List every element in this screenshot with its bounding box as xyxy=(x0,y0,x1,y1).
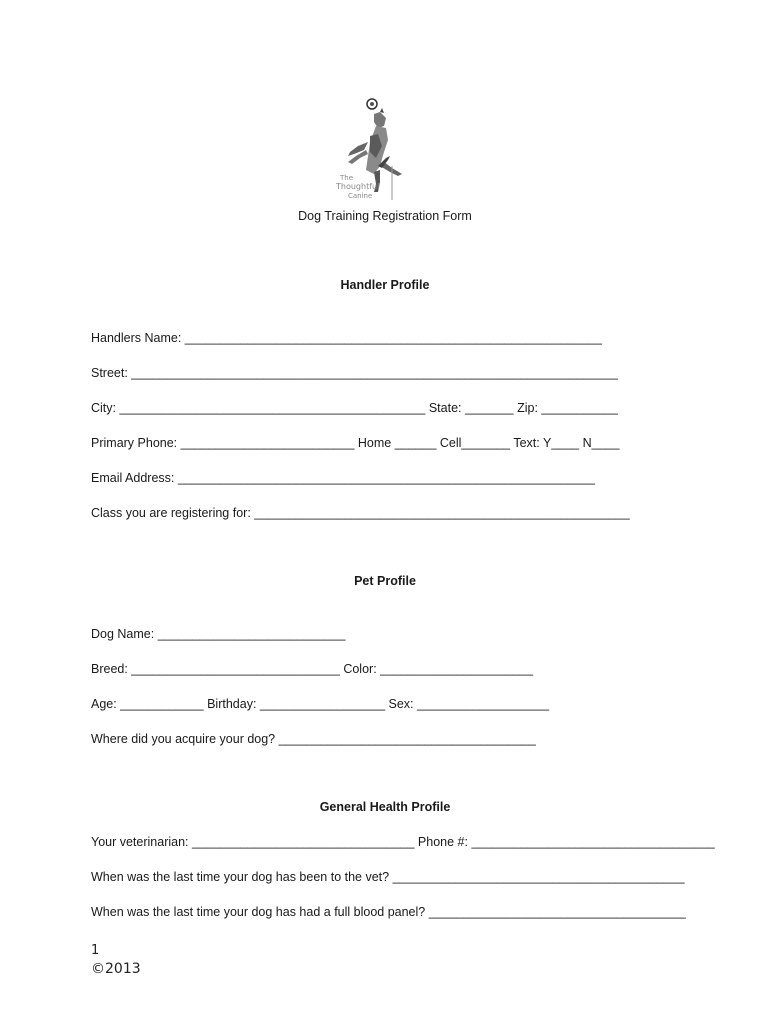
svg-text:Canine: Canine xyxy=(348,192,373,200)
street-field[interactable]: Street: ______________________________________________________________________ xyxy=(91,366,618,380)
svg-text:Thoughtful: Thoughtful xyxy=(336,182,380,191)
class-field[interactable]: Class you are registering for: ______________________________________________________ xyxy=(91,506,630,520)
page-number: 1 xyxy=(91,943,100,958)
email-field[interactable]: Email Address: ____________________________________________________________ xyxy=(91,471,595,485)
phone-field[interactable]: Primary Phone: _________________________ Home ______ Cell_______ Text: Y____ N____ xyxy=(91,436,620,450)
breed-color-field[interactable]: Breed: ______________________________ Color: ______________________ xyxy=(91,662,534,676)
handler-profile-heading: Handler Profile xyxy=(340,278,430,292)
city-state-zip-field[interactable]: City: ____________________________________________ State: _______ Zip: ___________ xyxy=(91,401,618,415)
health-profile-heading: General Health Profile xyxy=(319,800,451,814)
logo xyxy=(330,96,416,202)
last-vet-visit-field[interactable]: When was the last time your dog has been to the vet? __________________________________________ xyxy=(91,870,685,884)
svg-text:The: The xyxy=(340,174,354,182)
dog-name-field[interactable]: Dog Name: ___________________________ xyxy=(91,627,346,641)
age-birthday-sex-field[interactable]: Age: ____________ Birthday: __________________ Sex: ___________________ xyxy=(91,697,550,711)
pet-profile-heading: Pet Profile xyxy=(354,574,416,588)
dog-logo-icon xyxy=(330,96,416,202)
form-title: Dog Training Registration Form xyxy=(298,209,472,223)
copyright: ©2013 xyxy=(91,961,141,977)
veterinarian-field[interactable]: Your veterinarian: ________________________________ Phone #: ___________________________________ xyxy=(91,835,715,849)
blood-panel-field[interactable]: When was the last time your dog has had a full blood panel? _____________________________________ xyxy=(91,905,686,919)
handler-name-field[interactable]: Handlers Name: ____________________________________________________________ xyxy=(91,331,602,345)
acquire-dog-field[interactable]: Where did you acquire your dog? _____________________________________ xyxy=(91,732,536,746)
